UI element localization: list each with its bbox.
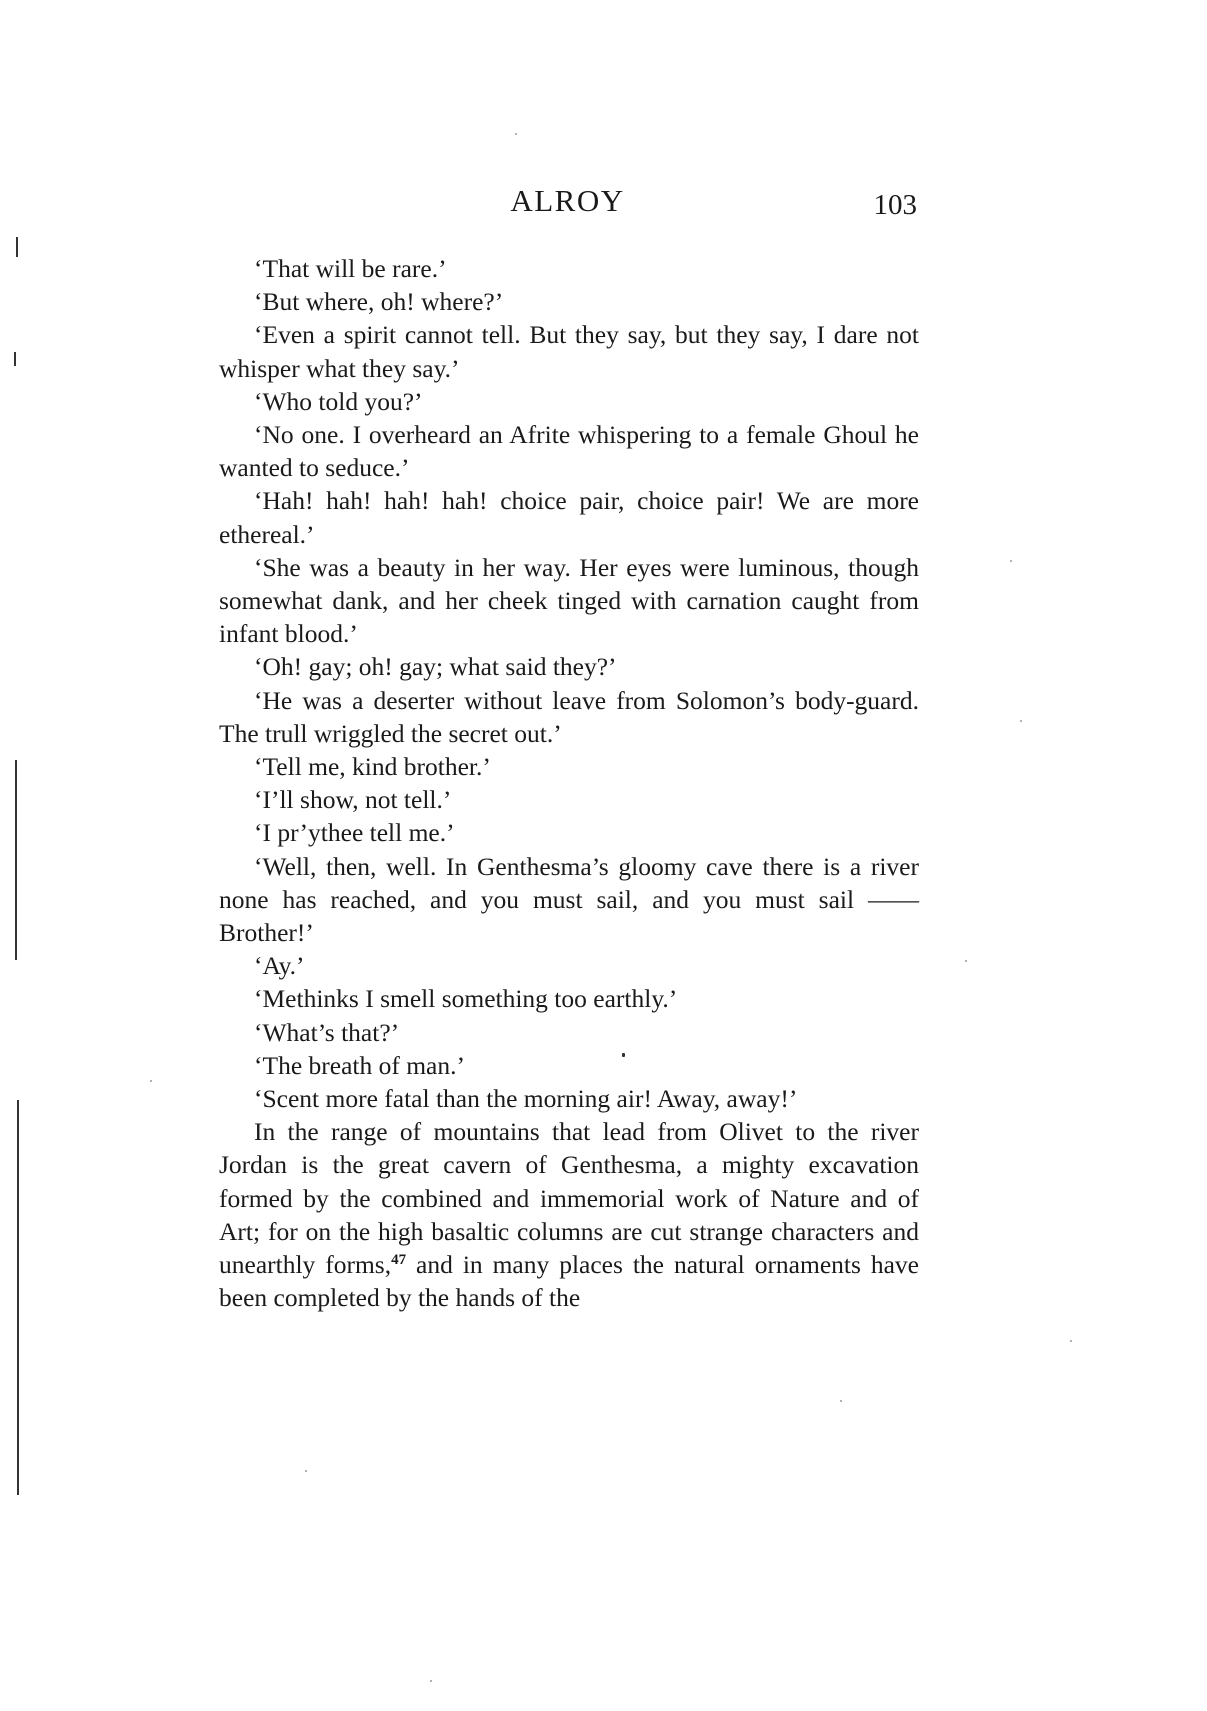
body-text [219,252,919,1315]
scan-speck [840,1400,842,1402]
dialogue-line: ‘What’s that?’ [254,1017,400,1047]
scan-speck [1070,1340,1072,1342]
dialogue-line: ‘He was a deserter without leave from Solomon’s body-guard. The trull wriggled the secret out.’ [219,685,919,748]
dialogue-line: ‘Scent more fatal than the morning air! Away, away!’ [254,1084,798,1114]
scan-margin-mark [17,1100,19,1495]
dialogue-line: ‘I pr’ythee tell me.’ [254,818,455,848]
scan-speck [1010,560,1012,562]
running-title: ALROY [510,183,625,218]
dialogue-line: ‘Even a spirit cannot tell. But they say, but they say, I dare not whisper what they say.’ [219,320,919,383]
running-head [0,183,1207,223]
narrative-paragraph [219,1115,919,1314]
dialogue-line: ‘That will be rare.’ [254,254,447,283]
dialogue-line: ‘Hah! hah! hah! hah! choice pair, choice pair! We are more ethereal.’ [219,486,919,549]
dialogue-line: ‘Well, then, well. In Genthesma’s gloomy cave there is a river none has reached, and you must sail, and you must sail —— Brother!’ [219,851,919,948]
dialogue-line: ‘Methinks I smell something too earthly.’ [254,984,678,1014]
dialogue-line: ‘She was a beauty in her way. Her eyes were luminous, though somewhat dank, and her cheek tinged with carnation caught from infant blood.’ [219,552,919,649]
dialogue-line: ‘I’ll show, not tell.’ [254,785,452,815]
dialogue-line: ‘The breath of man.’ [254,1050,465,1080]
dialogue-line: ‘Oh! gay; oh! gay; what said they?’ [254,652,617,682]
scan-margin-mark [14,352,16,366]
narrative-text-continued: and in many places the natural ornaments have been completed by the hands of the [219,1250,919,1313]
scan-speck [150,1080,152,1082]
scan-speck [430,1680,432,1682]
page-number: 103 [873,189,917,221]
dialogue-line: ‘But where, oh! where?’ [254,287,504,317]
dialogue-line: ‘No one. I overheard an Afrite whispering to a female Ghoul he wanted to seduce.’ [219,420,919,483]
scan-margin-mark [16,237,18,257]
dialogue-line: ‘Who told you?’ [254,386,423,416]
dialogue-line: ‘Tell me, kind brother.’ [254,752,491,782]
scan-speck [515,133,517,135]
scan-speck [622,1053,625,1057]
scan-margin-mark [15,760,17,960]
scan-speck [1020,720,1022,722]
narrative-text: In the range of mountains that lead from Olivet to the river Jordan is the great cavern of Genthesma, a mighty excavation formed by the combined and immemorial work of Nature and of Art; for on the high basaltic columns are cut strange characters and unearthly forms, [219,1117,919,1280]
footnote-reference: 47 [391,1252,407,1269]
scan-speck [305,1470,307,1472]
scan-speck [965,960,967,962]
dialogue-line: ‘Ay.’ [254,951,305,981]
